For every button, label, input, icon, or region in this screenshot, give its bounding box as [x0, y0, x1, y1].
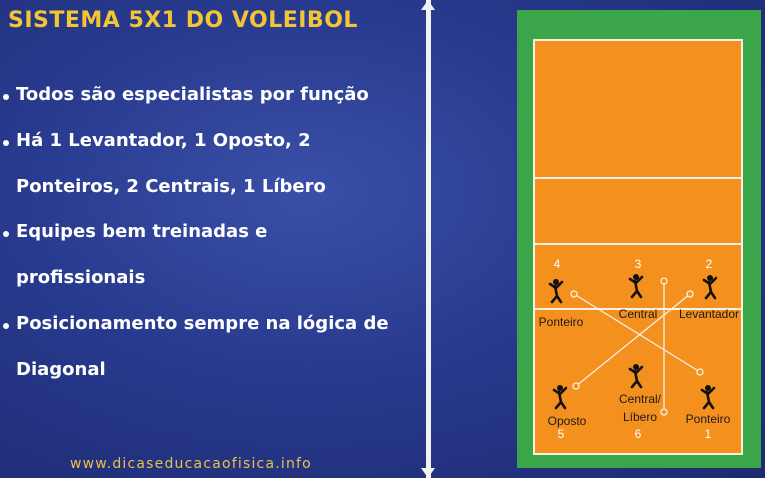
bullet-4-line-1: Posicionamento sempre na lógica de — [16, 313, 389, 334]
position-number-3: 3 — [634, 257, 642, 271]
position-label-6-line-1: Central/ — [618, 392, 662, 406]
bullet-1-line-1: Todos são especialistas por função — [16, 84, 369, 105]
position-number-1: 1 — [704, 427, 712, 441]
position-label-6-line-2: Líbero — [622, 410, 658, 424]
position-label-2: Levantador — [678, 307, 740, 321]
bullet-2-line-2: Ponteiros, 2 Centrais, 1 Líbero — [16, 176, 326, 197]
slide-title: SISTEMA 5X1 DO VOLEIBOL — [8, 8, 358, 33]
position-number-6: 6 — [634, 427, 642, 441]
endpoint-dot — [661, 409, 667, 415]
bullet-2-line-1: Há 1 Levantador, 1 Oposto, 2 — [16, 130, 311, 151]
position-number-5: 5 — [557, 427, 565, 441]
endpoint-dot — [573, 383, 579, 389]
position-number-4: 4 — [553, 257, 561, 271]
bullet-3-line-2: profissionais — [16, 267, 146, 288]
endpoint-dot — [661, 278, 667, 284]
website-url: www.dicaseducacaofisica.info — [70, 456, 312, 472]
bullet-4-line-2: Diagonal — [16, 359, 106, 380]
position-number-2: 2 — [705, 257, 713, 271]
endpoint-dot — [697, 369, 703, 375]
endpoint-dot — [687, 291, 693, 297]
bullet-3-line-1: Equipes bem treinadas e — [16, 221, 268, 242]
endpoint-dot — [571, 291, 577, 297]
position-label-4: Ponteiro — [538, 315, 584, 329]
position-label-3: Central — [618, 307, 658, 321]
position-label-5: Oposto — [547, 414, 587, 428]
position-label-1: Ponteiro — [685, 412, 731, 426]
